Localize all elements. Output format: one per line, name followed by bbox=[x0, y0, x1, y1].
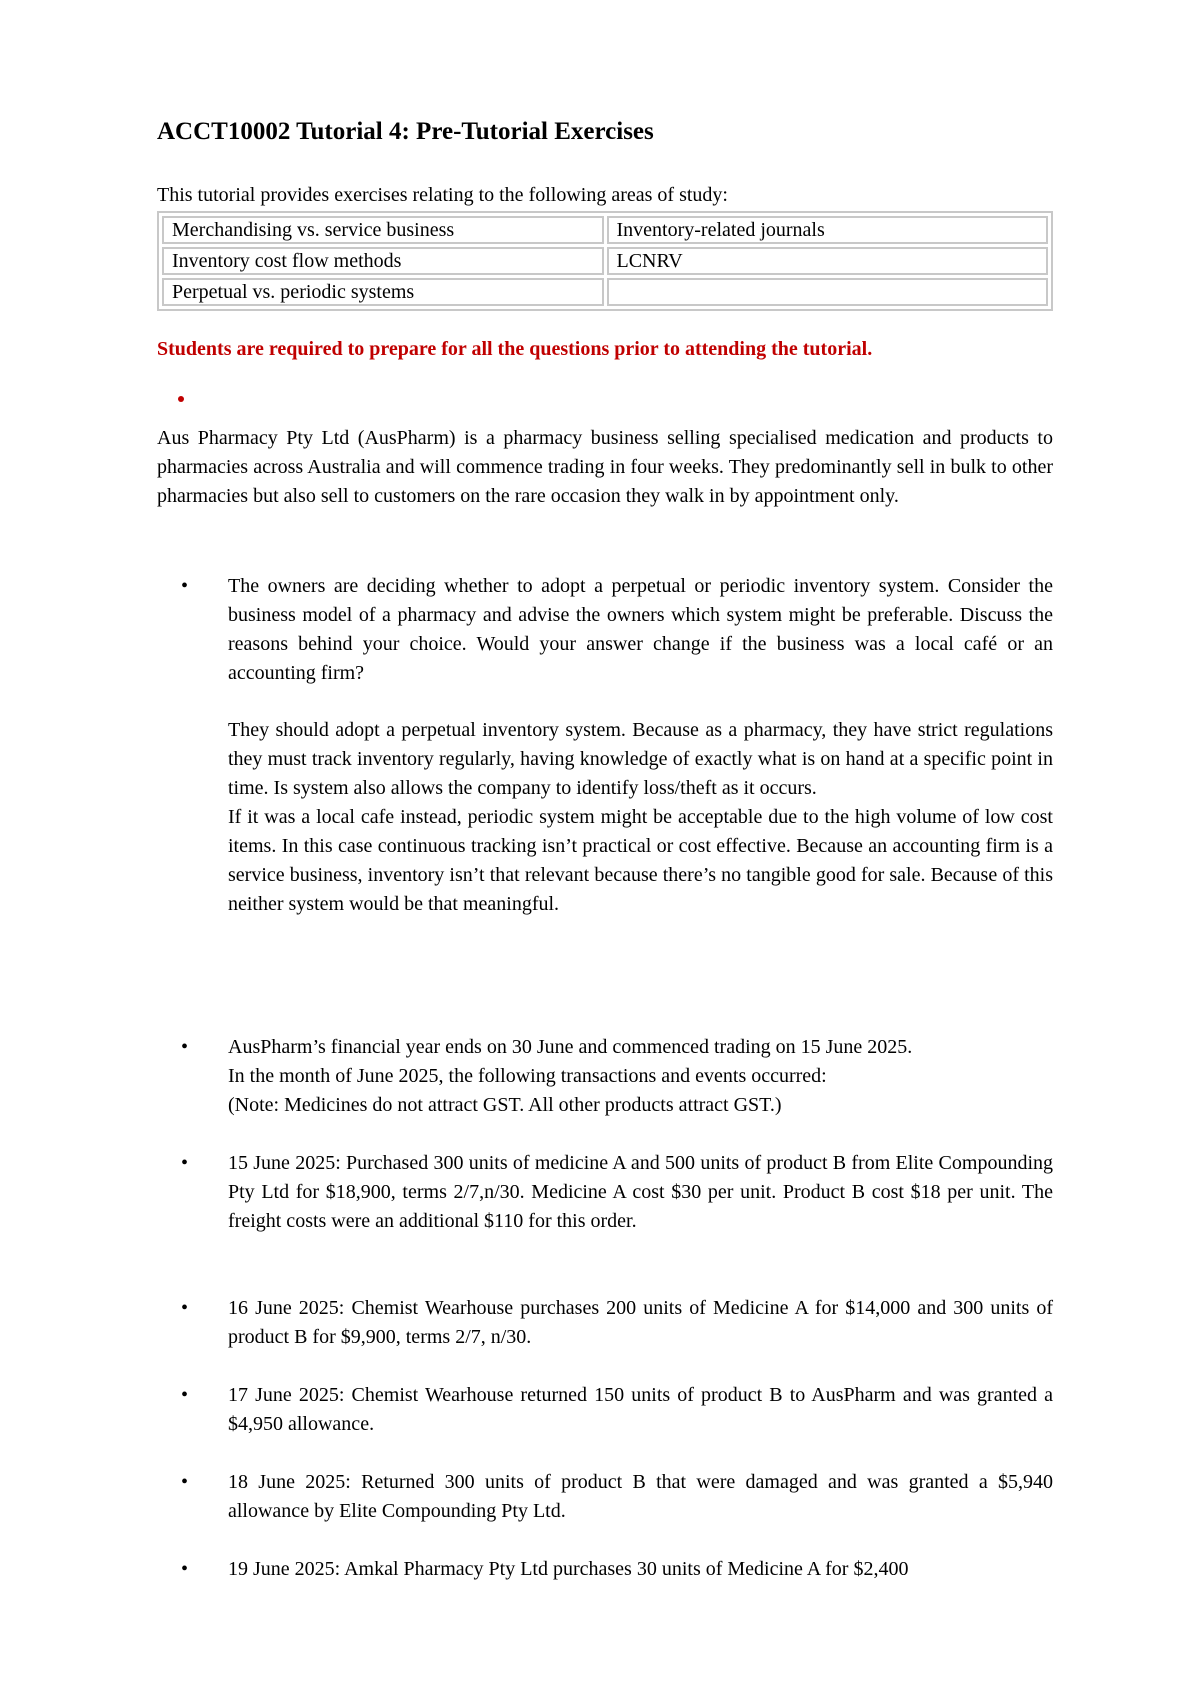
table-cell: LCNRV bbox=[607, 247, 1049, 275]
transaction-item: 15 June 2025: Purchased 300 units of medicine A and 500 units of product B from Elite Compounding Pty Ltd for $18,900, terms 2/7,n/30. Medicine A cost $30 per unit. Product B cost $18 per unit. The freight costs were an additional $110 for this order. bbox=[228, 1152, 1053, 1232]
bullet-icon: • bbox=[181, 1471, 189, 1493]
question-2 bbox=[228, 1033, 1053, 1120]
question-2-line: In the month of June 2025, the following transactions and events occurred: bbox=[228, 1065, 827, 1087]
table-cell: Inventory cost flow methods bbox=[162, 247, 604, 275]
table-cell: Inventory-related journals bbox=[607, 216, 1049, 244]
table-row bbox=[162, 247, 1048, 275]
preparation-notice: Students are required to prepare for all the questions prior to attending the tutorial. bbox=[157, 338, 873, 360]
bullet-icon: • bbox=[181, 1036, 189, 1058]
table-row bbox=[162, 216, 1048, 244]
question-1: The owners are deciding whether to adopt a perpetual or periodic inventory system. Consider the business model of a pharmacy and advise the owners which system might be preferable. Discuss the reasons behind your choice. Would your answer change if the business was a local café or an accounting firm? bbox=[228, 575, 1053, 684]
transaction-item: 16 June 2025: Chemist Wearhouse purchases 200 units of Medicine A for $14,000 and 300 units of product B for $9,900, terms 2/7, n/30. bbox=[228, 1297, 1053, 1348]
bullet-icon: • bbox=[181, 1558, 189, 1580]
answer-1 bbox=[228, 716, 1053, 919]
question-2-note: (Note: Medicines do not attract GST. All other products attract GST.) bbox=[228, 1094, 782, 1116]
transaction-item: 19 June 2025: Amkal Pharmacy Pty Ltd purchases 30 units of Medicine A for $2,400 bbox=[228, 1558, 909, 1580]
transaction-item: 17 June 2025: Chemist Wearhouse returned 150 units of product B to AusPharm and was granted a $4,950 allowance. bbox=[228, 1384, 1053, 1435]
study-areas-table bbox=[157, 211, 1053, 311]
bullet-icon: • bbox=[181, 575, 189, 597]
page-title: ACCT10002 Tutorial 4: Pre-Tutorial Exercises bbox=[157, 118, 654, 145]
question-2-line: AusPharm’s financial year ends on 30 June and commenced trading on 15 June 2025. bbox=[228, 1036, 913, 1058]
table-cell: Merchandising vs. service business bbox=[162, 216, 604, 244]
transaction-item: 18 June 2025: Returned 300 units of product B that were damaged and was granted a $5,940 allowance by Elite Compounding Pty Ltd. bbox=[228, 1471, 1053, 1522]
table-cell bbox=[607, 278, 1049, 306]
bullet-icon: • bbox=[181, 1297, 189, 1319]
red-bullet-icon bbox=[178, 396, 184, 402]
table-row bbox=[162, 278, 1048, 306]
scenario-paragraph: Aus Pharmacy Pty Ltd (AusPharm) is a pharmacy business selling specialised medication and products to pharmacies across Australia and will commence trading in four weeks. They predominantly sell in bulk to other pharmacies but also sell to customers on the rare occasion they walk in by appointment only. bbox=[157, 427, 1053, 507]
bullet-icon: • bbox=[181, 1152, 189, 1174]
table-cell: Perpetual vs. periodic systems bbox=[162, 278, 604, 306]
answer-1-paragraph-2: If it was a local cafe instead, periodic system might be acceptable due to the high volume of low cost items. In this case continuous tracking isn’t practical or cost effective. Because an accounting firm is a service business, inventory isn’t that relevant because there’s no tangible good for sale. Because of this neither system would be that meaningful. bbox=[228, 806, 1053, 915]
intro-text: This tutorial provides exercises relating to the following areas of study: bbox=[157, 184, 728, 206]
bullet-icon: • bbox=[181, 1384, 189, 1406]
answer-1-paragraph-1: They should adopt a perpetual inventory system. Because as a pharmacy, they have strict regulations they must track inventory regularly, having knowledge of exactly what is on hand at a specific point in time. Is system also allows the company to identify loss/theft as it occurs. bbox=[228, 719, 1053, 799]
